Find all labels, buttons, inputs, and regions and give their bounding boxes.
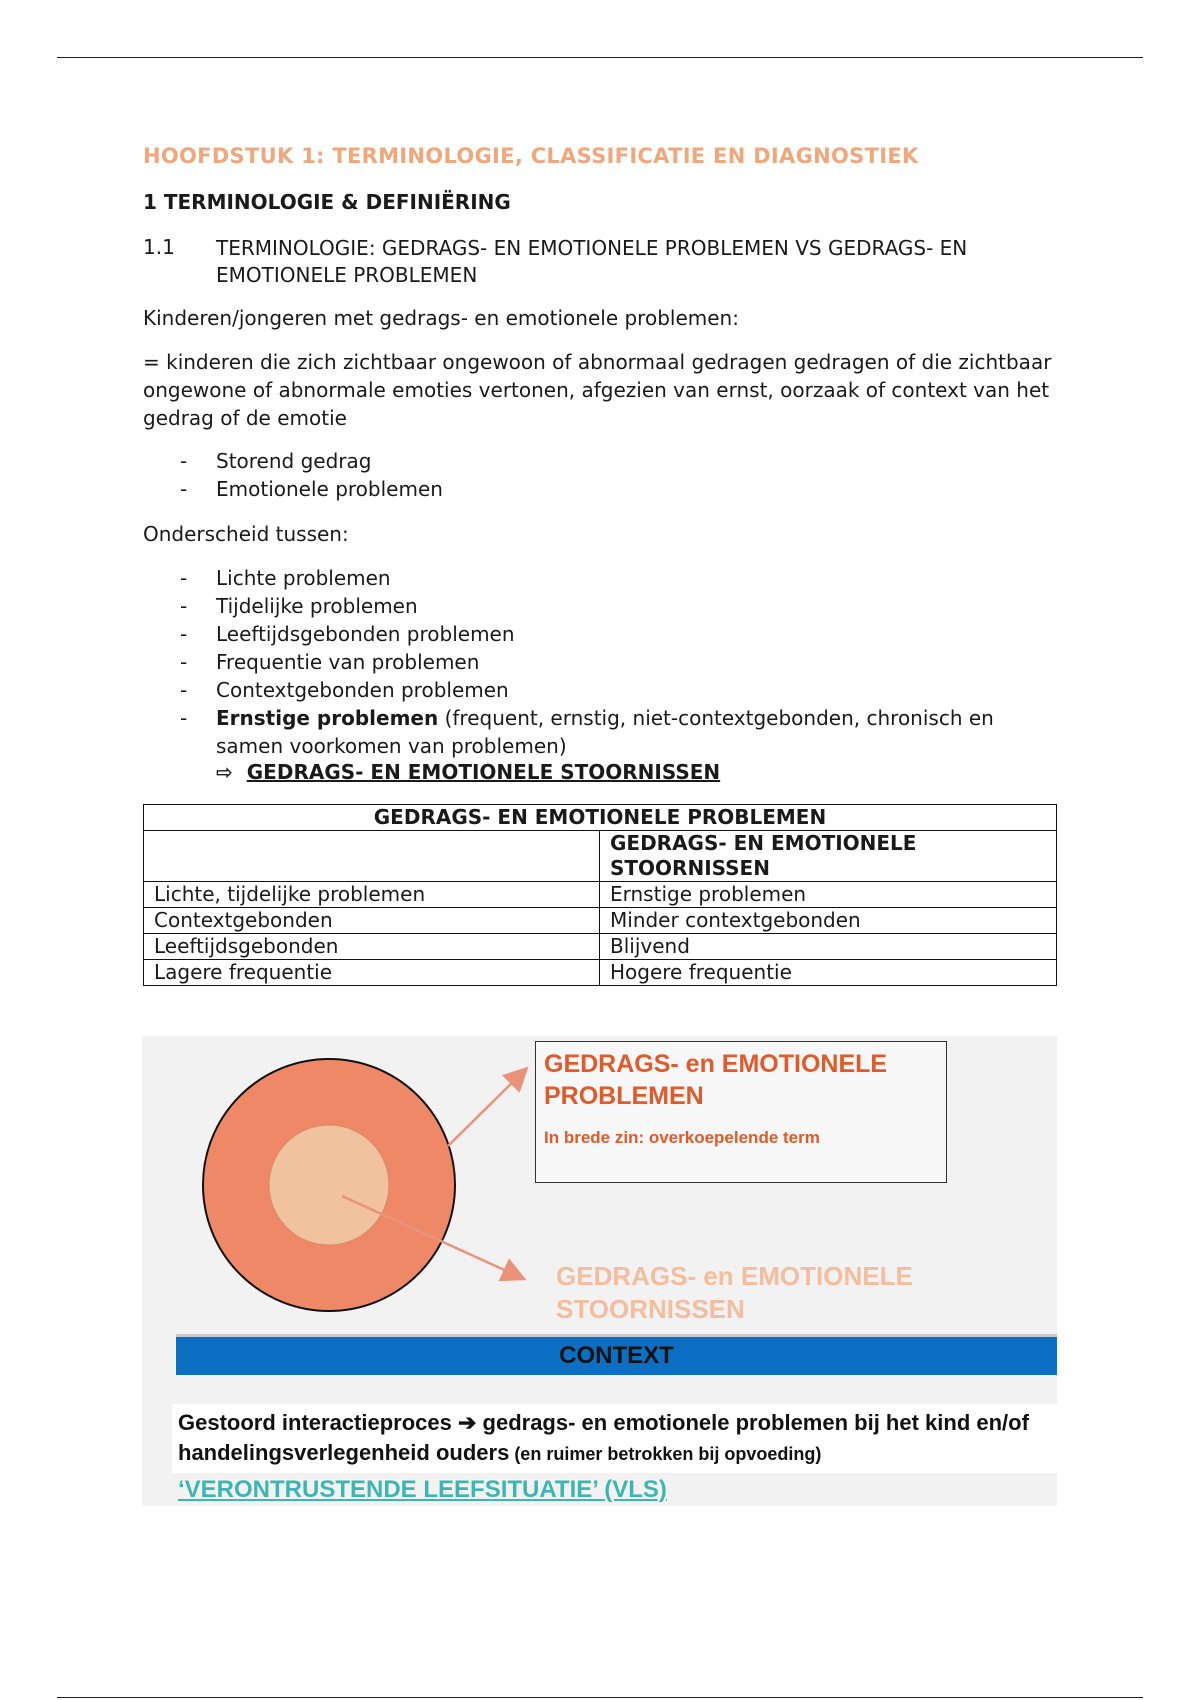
conclusion-line xyxy=(216,760,720,784)
interaction-text xyxy=(172,1404,1064,1473)
comparison-table xyxy=(143,804,1057,986)
table-caption: GEDRAGS- EN EMOTIONELE PROBLEMEN xyxy=(144,805,1057,831)
table-cell: Lichte, tijdelijke problemen xyxy=(144,882,600,908)
table-cell: Contextgebonden xyxy=(144,908,600,934)
footer-rule xyxy=(57,1697,1143,1698)
inner-label: GEDRAGS- en EMOTIONELE STOORNISSEN xyxy=(556,1261,913,1324)
arrow-outer xyxy=(448,1070,525,1146)
serious-rest: (frequent, ernstig, niet-contextgebonden, chronisch en samen voorkomen van problemen) xyxy=(216,706,994,758)
table-cell: Lagere frequentie xyxy=(144,960,600,986)
table-cell: Ernstige problemen xyxy=(600,882,1057,908)
table-row xyxy=(144,934,1057,960)
serious-bold: Ernstige problemen xyxy=(216,706,439,730)
list-item: - Emotionele problemen xyxy=(180,475,1060,503)
interaction-main: Gestoord interactieproces ➔ gedrags- en emotionele problemen bij het kind en/of handelingsverlegenheid ouders xyxy=(178,1410,1029,1465)
interaction-small: (en ruimer betrokken bij opvoeding) xyxy=(509,1444,822,1464)
definition-paragraph: = kinderen die zich zichtbaar ongewoon of abnormaal gedragen gedragen of die zichtbaar ongewone of abnormale emoties vertonen, afgezien van ernst, oorzaak of context van het gedrag of de emotie xyxy=(143,350,1052,430)
conclusion-text: GEDRAGS- EN EMOTIONELE STOORNISSEN xyxy=(246,760,721,784)
table-header-left xyxy=(144,831,600,882)
list-item: - Tijdelijke problemen xyxy=(180,592,1060,620)
distinctions-list xyxy=(180,564,1060,760)
outer-sublabel: In brede zin: overkoepelende term xyxy=(544,1128,820,1147)
vls-label: ‘VERONTRUSTENDE LEEFSITUATIE’ (VLS) xyxy=(178,1476,667,1503)
table-cell: Blijvend xyxy=(600,934,1057,960)
outer-label-box xyxy=(535,1041,947,1183)
table-cell: Minder contextgebonden xyxy=(600,908,1057,934)
concentric-diagram xyxy=(142,1036,1057,1506)
section-heading: 1 TERMINOLOGIE & DEFINIËRING xyxy=(143,190,511,214)
subsection-number: 1.1 xyxy=(143,235,175,259)
list-item: - Contextgebonden problemen xyxy=(180,676,1060,704)
list-item: - Lichte problemen xyxy=(180,564,1060,592)
list-item-serious xyxy=(180,704,1060,760)
subsection-title: TERMINOLOGIE: GEDRAGS- EN EMOTIONELE PROBLEMEN VS GEDRAGS- EN EMOTIONELE PROBLEMEN xyxy=(216,236,968,287)
inner-circle xyxy=(269,1125,389,1245)
list-item: - Leeftijdsgebonden problemen xyxy=(180,620,1060,648)
intro-line: Kinderen/jongeren met gedrags- en emotionele problemen: xyxy=(143,306,739,330)
arrow-icon: ⇨ xyxy=(216,760,233,784)
table-row xyxy=(144,882,1057,908)
chapter-title: HOOFDSTUK 1: TERMINOLOGIE, CLASSIFICATIE EN DIAGNOSTIEK xyxy=(143,144,919,168)
list-item: - Frequentie van problemen xyxy=(180,648,1060,676)
table-cell: Hogere frequentie xyxy=(600,960,1057,986)
table-header-right: GEDRAGS- EN EMOTIONELE STOORNISSEN xyxy=(600,831,1057,882)
table-row xyxy=(144,908,1057,934)
outer-label: GEDRAGS- en EMOTIONELE PROBLEMEN xyxy=(544,1050,888,1110)
context-bar: CONTEXT xyxy=(176,1334,1057,1375)
list-item: - Storend gedrag xyxy=(180,447,1060,475)
distinction-label: Onderscheid tussen: xyxy=(143,522,349,546)
types-list xyxy=(180,447,1060,503)
header-rule xyxy=(57,57,1143,58)
table-cell: Leeftijdsgebonden xyxy=(144,934,600,960)
table-row xyxy=(144,960,1057,986)
